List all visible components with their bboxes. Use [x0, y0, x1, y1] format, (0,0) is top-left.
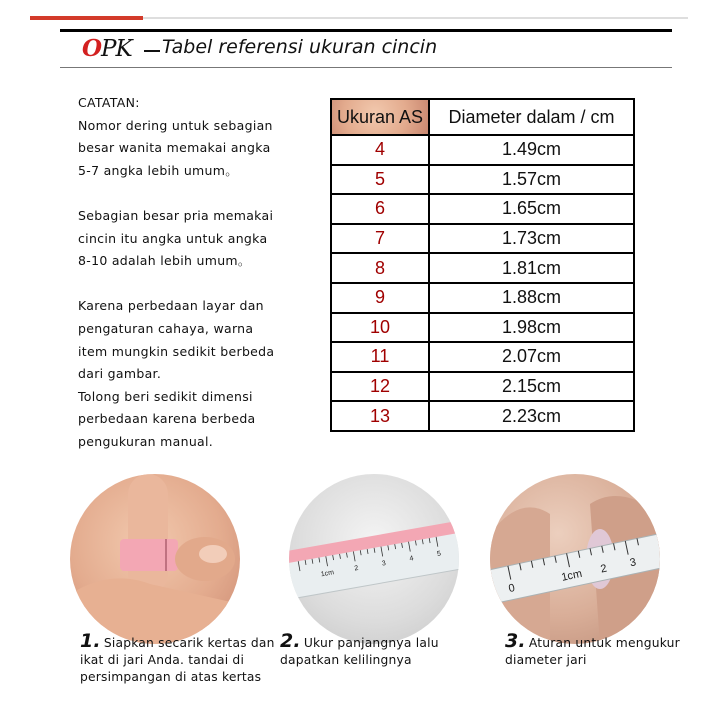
illustration-measure-strip [289, 474, 459, 644]
ring-size-table [330, 98, 635, 432]
table-row [331, 135, 634, 165]
ruler-label: 5 [436, 550, 442, 558]
zoom-ruler-label: 0 [507, 582, 516, 596]
top-accent-bar [30, 16, 143, 20]
zoom-ruler-label: 3 [628, 556, 638, 570]
table-row [331, 224, 634, 254]
diameter-cell: 1.49cm [429, 135, 634, 165]
diameter-cell: 1.73cm [429, 224, 634, 254]
us-size-cell: 5 [331, 165, 429, 195]
step-caption [280, 630, 480, 669]
us-size-cell: 11 [331, 342, 429, 372]
step-text: Ukur panjangnya lalu dapatkan kelilingnya [280, 636, 439, 667]
ruler-strip-illustration [289, 474, 459, 644]
diameter-cell: 1.81cm [429, 253, 634, 283]
diameter-cell: 1.57cm [429, 165, 634, 195]
notes-panel [78, 92, 308, 476]
diameter-cell: 1.65cm [429, 194, 634, 224]
us-size-cell: 4 [331, 135, 429, 165]
diameter-cell: 1.88cm [429, 283, 634, 313]
diameter-cell: 2.23cm [429, 401, 634, 431]
logo-letters: PK [101, 36, 132, 62]
step-number: 1. [80, 630, 101, 652]
us-size-cell: 12 [331, 372, 429, 402]
table-body [331, 135, 634, 431]
ruler-label: 3 [381, 560, 387, 568]
table-row [331, 313, 634, 343]
ruler-label: 1cm [320, 569, 335, 579]
step-text: Siapkan secarik kertas dan ikat di jari Anda. tandai di persimpangan di atas kertas [80, 636, 275, 684]
us-size-cell: 6 [331, 194, 429, 224]
top-grey-bar [143, 17, 688, 19]
step-text: Aturan untuk mengukur diameter jari [505, 636, 680, 667]
title-dash [144, 50, 160, 52]
logo-ring-glyph: O [82, 35, 102, 62]
diameter-cell: 2.07cm [429, 342, 634, 372]
note-paragraph: Karena perbedaan layar dan pengaturan cahaya, warna item mungkin sedikit berbeda dari gambar. Tolong beri sedikit dimensi perbedaan karena berbeda pengukuran manual. [78, 298, 275, 449]
diameter-cell: 1.98cm [429, 313, 634, 343]
finger-paper-illustration [70, 474, 240, 644]
illustration-finger-ruler [490, 474, 660, 644]
note-paragraph: Nomor dering untuk sebagian besar wanita memakai angka 5-7 angka lebih umum。 [78, 117, 273, 178]
header-underline [60, 67, 672, 68]
step-number: 3. [505, 630, 526, 652]
column-header-us-size: Ukuran AS [331, 99, 429, 135]
ruler-label: 4 [408, 555, 415, 563]
table-row [331, 283, 634, 313]
table-row [331, 194, 634, 224]
paper-strip [120, 539, 178, 571]
table-header-row [331, 99, 634, 135]
note-paragraph: Sebagian besar pria memakai cincin itu angka untuk angka 8-10 adalah lebih umum。 [78, 207, 274, 269]
us-size-cell: 8 [331, 253, 429, 283]
step-number: 2. [280, 630, 301, 652]
us-size-cell: 7 [331, 224, 429, 254]
finger-ruler-illustration [490, 474, 660, 644]
column-header-inner-diameter: Diameter dalam / cm [429, 99, 634, 135]
header-rule [60, 29, 672, 32]
us-size-cell: 10 [331, 313, 429, 343]
table-row [331, 401, 634, 431]
step-caption [80, 630, 280, 686]
table-row [331, 165, 634, 195]
thumbnail-shape [199, 545, 227, 563]
page-title: Tabel referensi ukuran cincin [162, 36, 438, 58]
zoom-ruler-label: 2 [599, 562, 608, 576]
ruler-label: 2 [353, 564, 359, 573]
step-caption [505, 630, 705, 669]
table-row [331, 253, 634, 283]
us-size-cell: 13 [331, 401, 429, 431]
us-size-cell: 9 [331, 283, 429, 313]
illustration-wrap-paper [70, 474, 240, 644]
diameter-cell: 2.15cm [429, 372, 634, 402]
brand-logo [82, 35, 132, 62]
finger-shape [128, 474, 168, 594]
table-row [331, 342, 634, 372]
notes-heading: CATATAN: [78, 95, 140, 110]
zoom-ruler-label: 1cm [560, 567, 584, 584]
table-row [331, 372, 634, 402]
